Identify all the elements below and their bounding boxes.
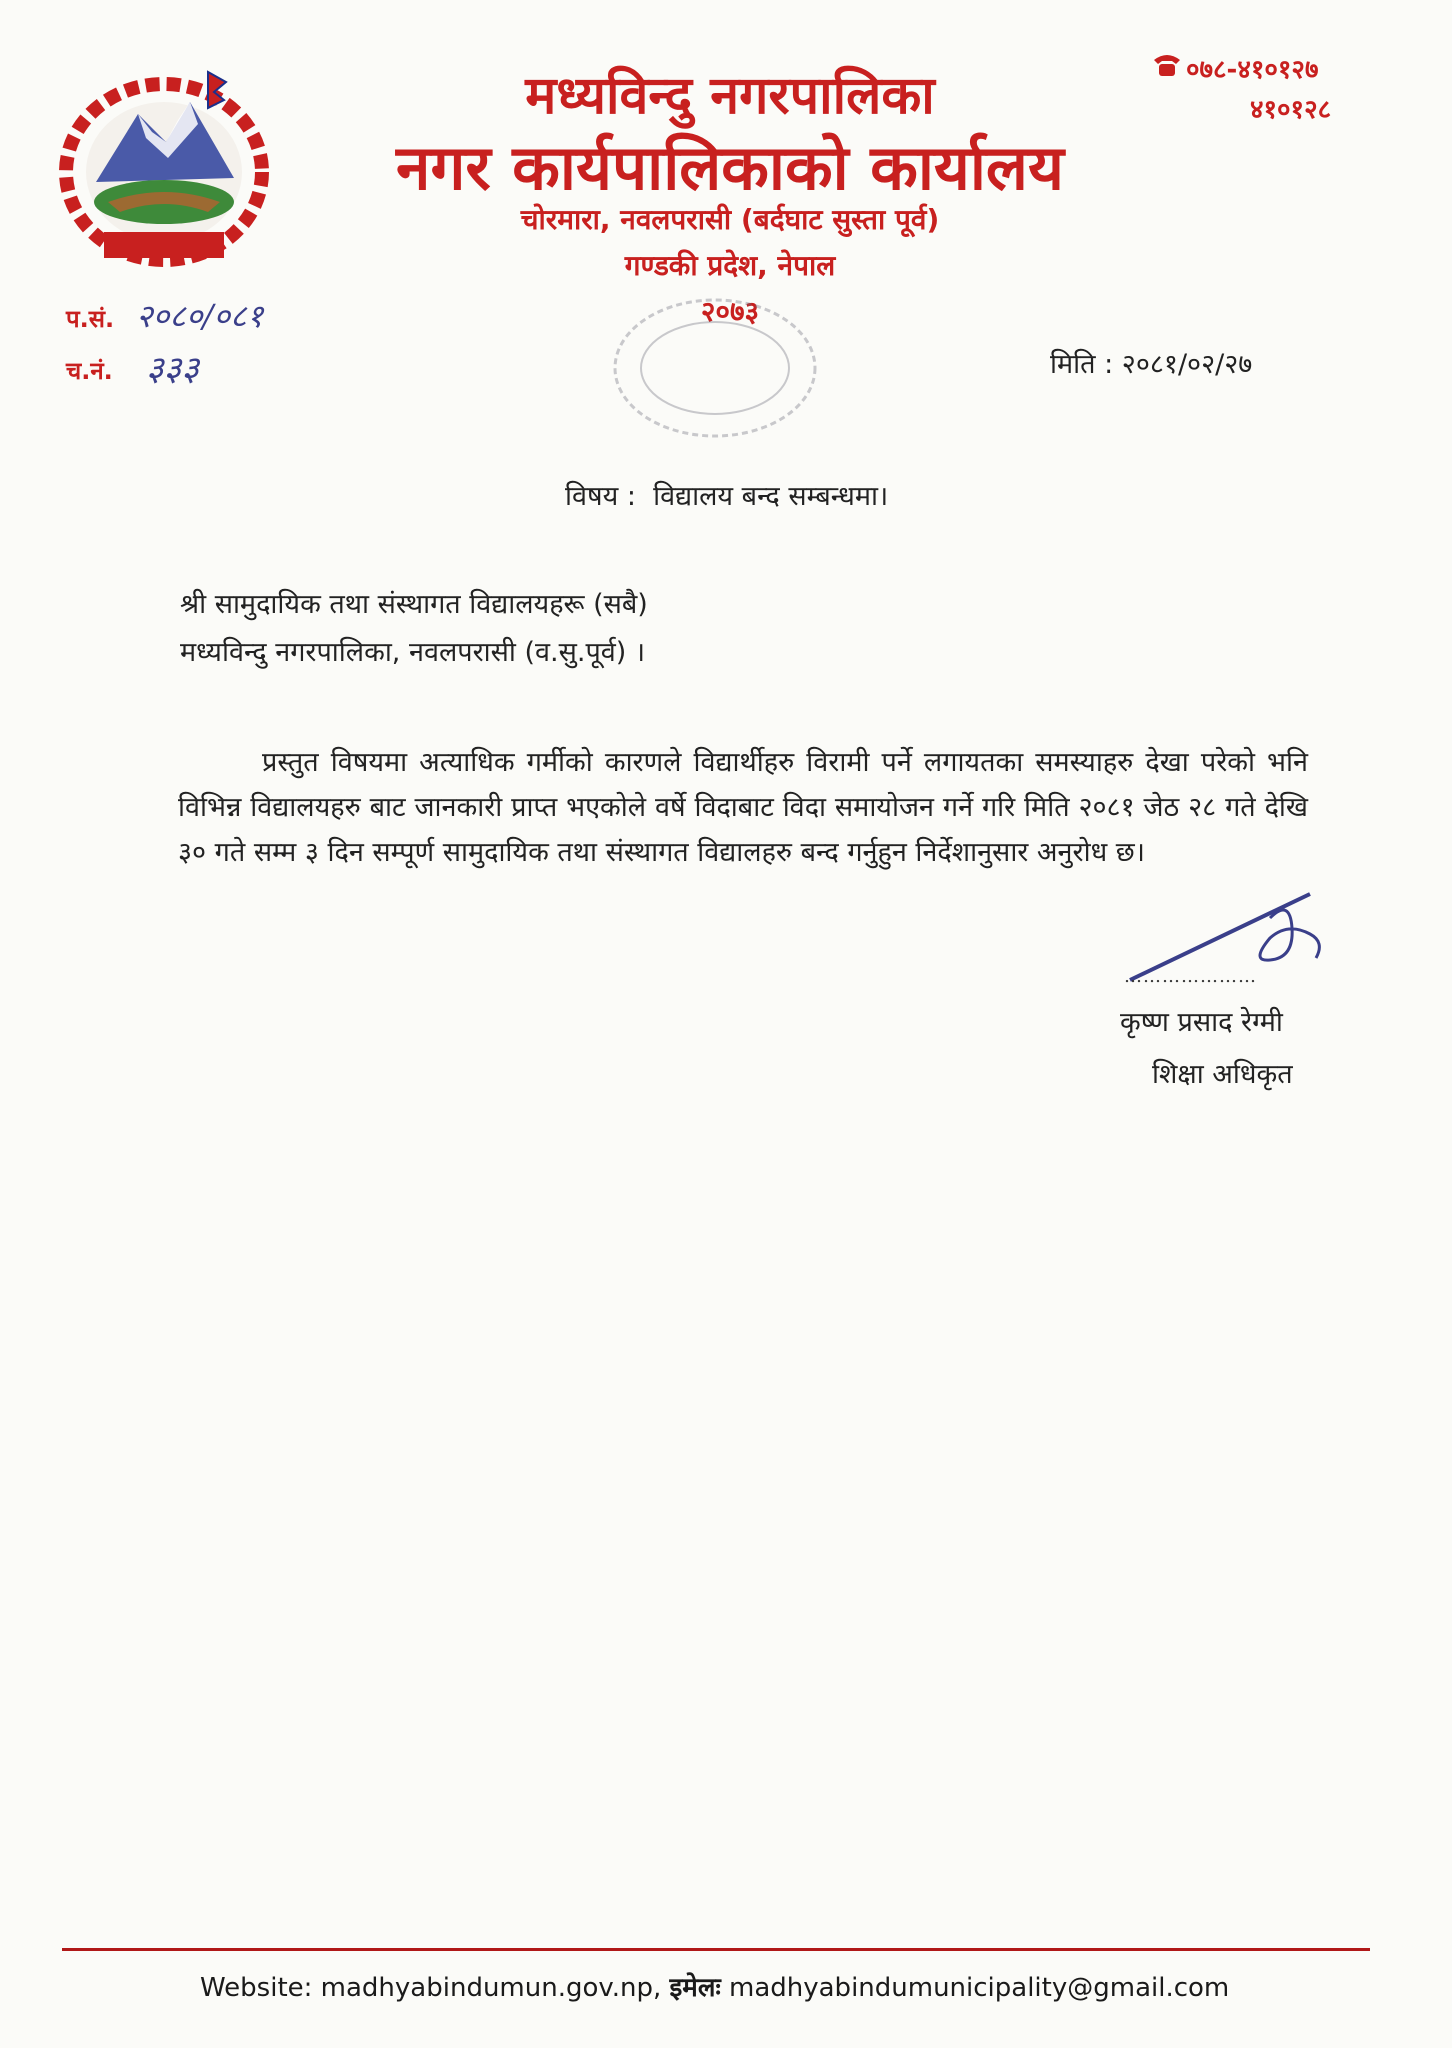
email-label: इमेलः <box>669 1973 721 2003</box>
email-link[interactable]: madhyabindumunicipality@gmail.com <box>729 1973 1230 2003</box>
subject-line: विषय : विद्यालय बन्द सम्बन्धमा। <box>565 481 889 512</box>
office-address: चोरमारा, नवलपरासी (बर्दघाट सुस्ता पूर्व) <box>520 203 940 236</box>
letter-date: मिति : २०८१/०२/२७ <box>1050 349 1253 380</box>
recipient-line-2: मध्यविन्दु नगरपालिका, नवलपरासी (व.सु.पूर्व) । <box>180 637 646 668</box>
municipality-name: मध्यविन्दु नगरपालिका <box>525 66 935 126</box>
body-paragraph: प्रस्तुत विषयमा अत्याधिक गर्मीको कारणले विद्यार्थीहरु विरामी पर्ने लगायतका समस्याहरु देखा परेको भनि विभिन्न विद्यालयहरु बाट जानकारी प्राप्त भएकोले वर्षे विदाबाट विदा समायोजन गर्ने गरि मिति २०८१ जेठ २८ गते देखि ३० गते सम्म ३ दिन सम्पूर्ण सामुदायिक तथा संस्थागत विद्यालहरु बन्द गर्नुहुन निर्देशानुसार अनुरोध छ। <box>178 747 1308 868</box>
website-label: Website: <box>200 1973 313 2003</box>
cn-label: च.नं. <box>66 357 113 385</box>
phone-number-2: ४१०१२८ <box>1250 95 1332 125</box>
signatory-name: कृष्ण प्रसाद रेग्मी <box>1120 1007 1283 1038</box>
telephone-icon <box>1152 52 1182 78</box>
established-year: २०७३ <box>700 295 760 328</box>
signature-dots: ………………… <box>1124 966 1257 987</box>
website-link[interactable]: madhyabindumun.gov.np, <box>320 1973 662 2003</box>
cn-value: ३३३ <box>146 349 200 389</box>
nepal-emblem-icon <box>48 62 280 276</box>
ps-label: प.सं. <box>66 305 115 333</box>
signatory-title: शिक्षा अधिकृत <box>1152 1059 1293 1090</box>
recipient-line-1: श्री सामुदायिक तथा संस्थागत विद्यालयहरू (सबै) <box>180 589 648 620</box>
phone-number: ०७८-४१०१२७ <box>1186 55 1319 85</box>
ps-value: २०८०/०८१ <box>136 297 264 335</box>
office-stamp-icon <box>600 288 830 448</box>
footer-contact <box>200 1968 1229 2004</box>
footer-rule <box>62 1948 1370 1951</box>
province: गण्डकी प्रदेश, नेपाल <box>624 249 836 282</box>
office-name: नगर कार्यपालिकाको कार्यालय <box>396 131 1064 204</box>
